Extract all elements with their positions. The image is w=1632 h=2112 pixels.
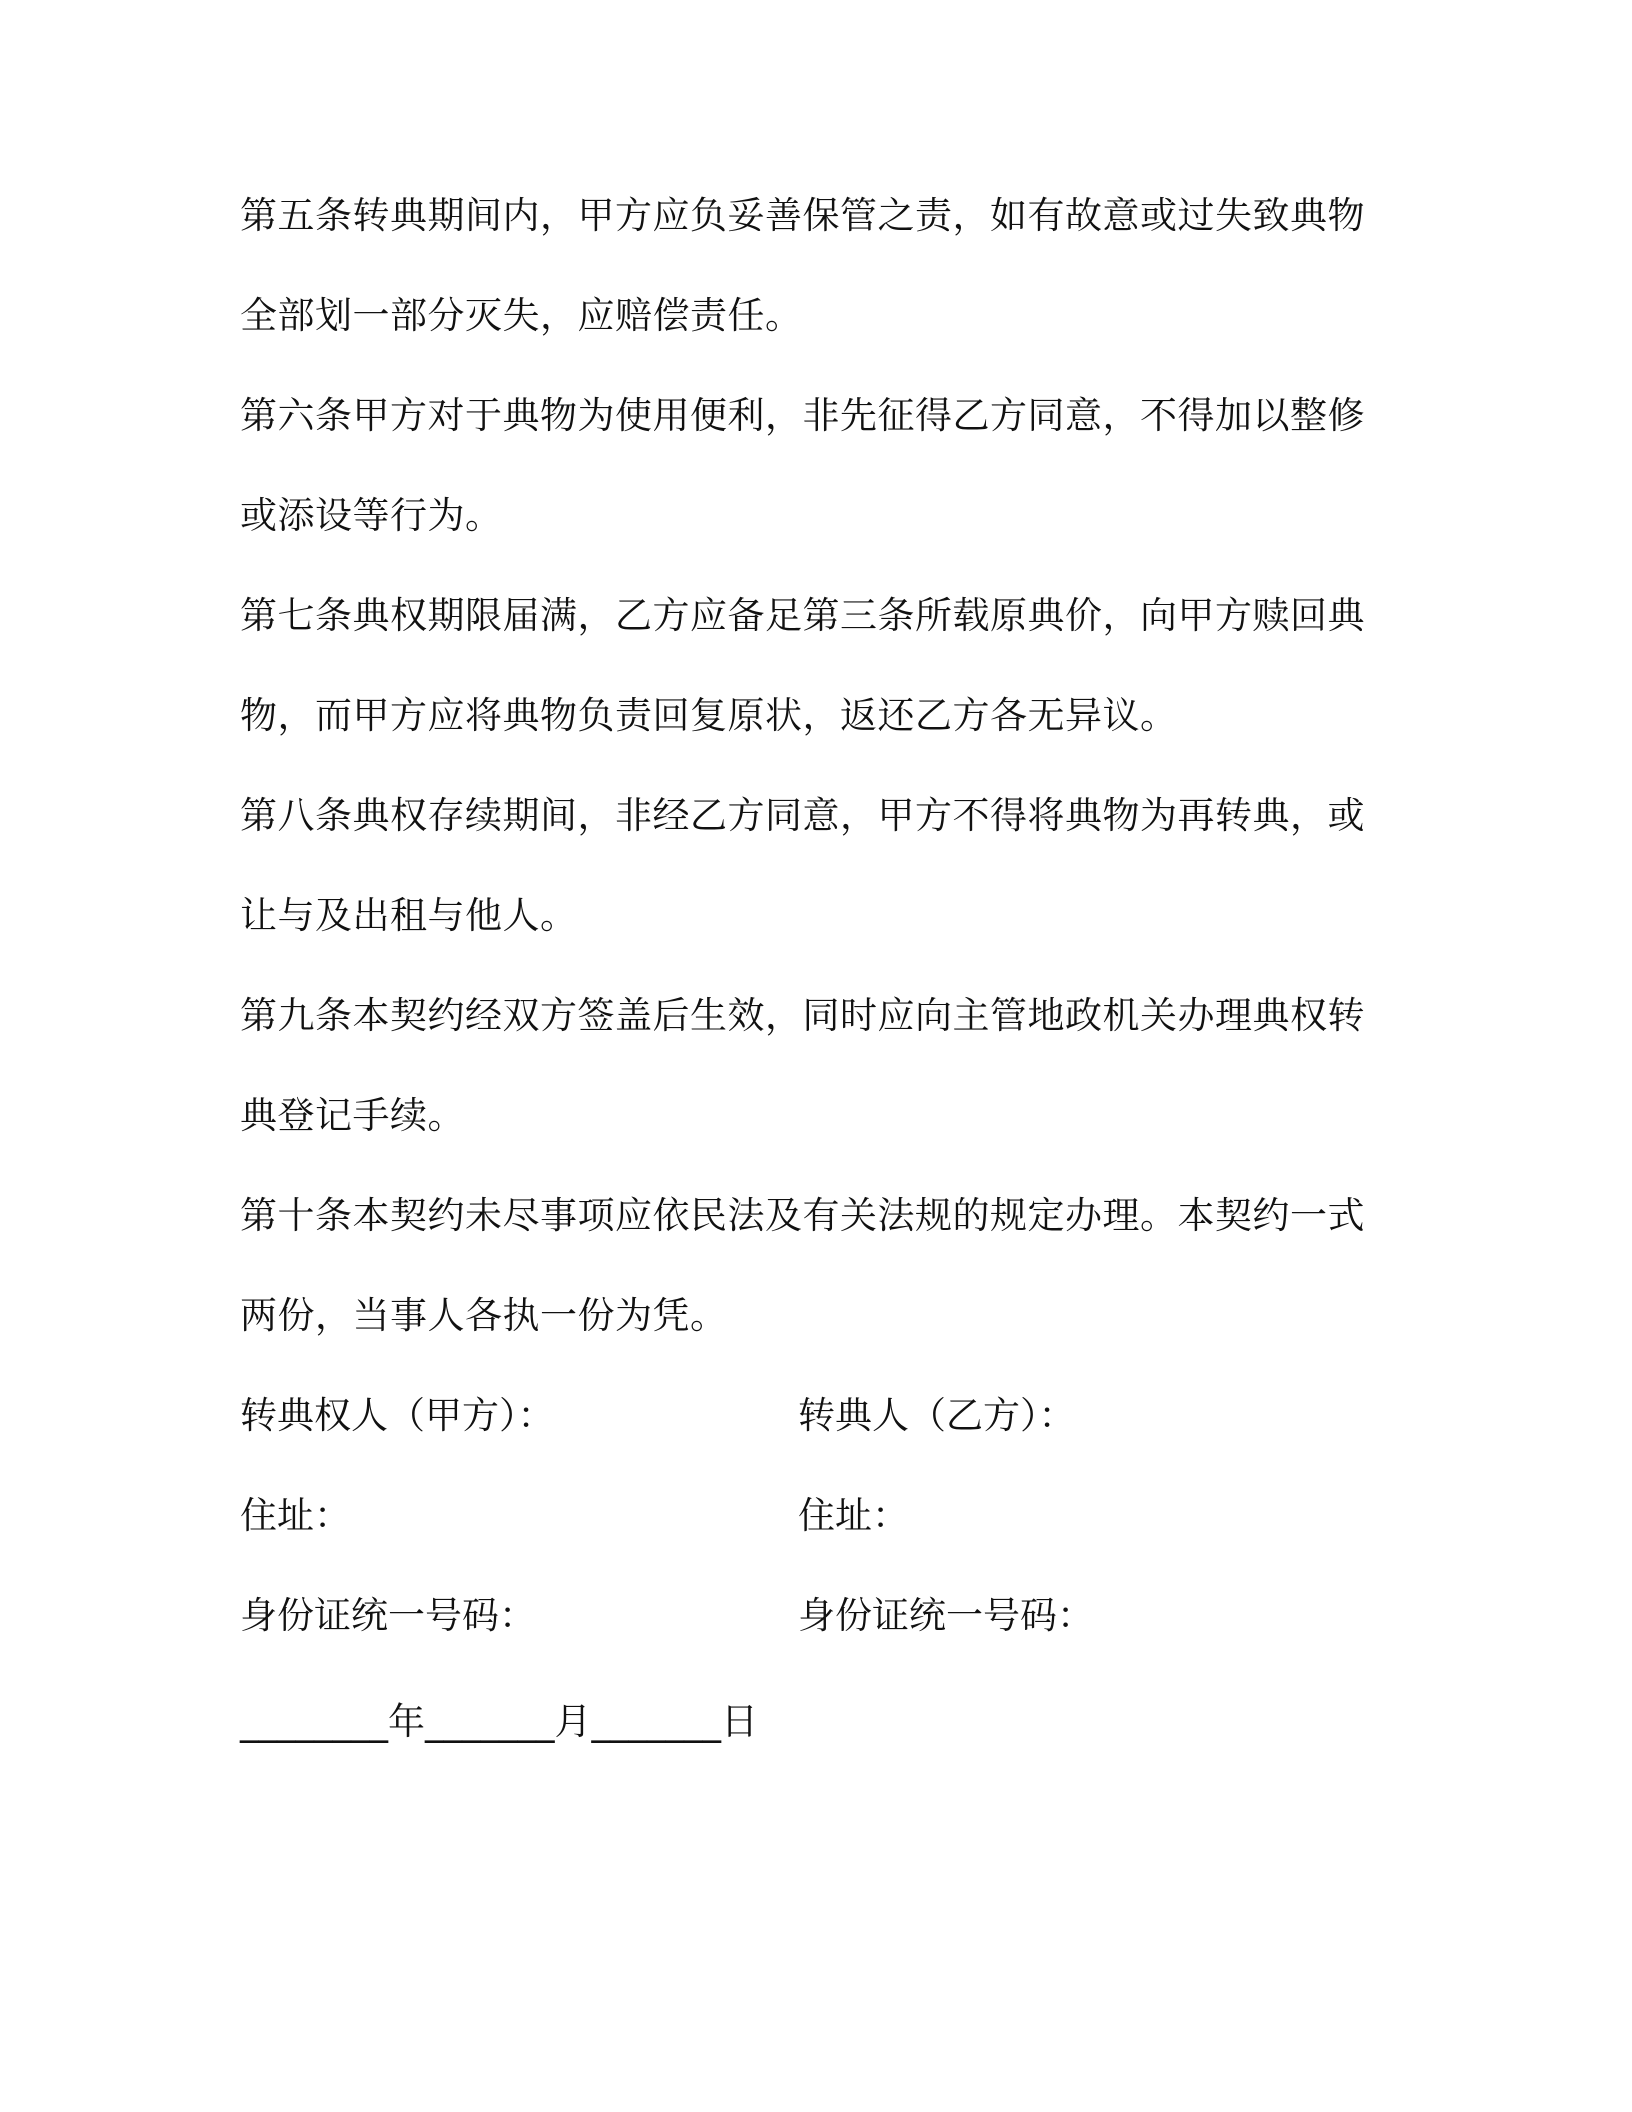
party-b-address: 住址： [798, 1494, 909, 1537]
article-7-line-2: 物，而甲方应将典物负责回复原状，返还乙方各无异议。 [240, 694, 1178, 737]
party-a-title: 转典权人（甲方）： [240, 1394, 555, 1437]
article-8-line-1: 第八条典权存续期间，非经乙方同意，甲方不得将典物为再转典，或 [240, 794, 1365, 837]
article-5-line-1: 第五条转典期间内，甲方应负妥善保管之责，如有故意或过失致典物 [240, 194, 1365, 237]
article-5-line-2: 全部划一部分灭失，应赔偿责任。 [240, 294, 803, 337]
party-b-title: 转典人（乙方）： [798, 1394, 1076, 1437]
date-line: ________年_______月_______日 [240, 1700, 758, 1743]
party-a-address: 住址： [240, 1494, 351, 1537]
article-9-line-1: 第九条本契约经双方签盖后生效，同时应向主管地政机关办理典权转 [240, 994, 1365, 1037]
article-10-line-1: 第十条本契约未尽事项应依民法及有关法规的规定办理。本契约一式 [240, 1194, 1365, 1237]
party-b-id-number: 身份证统一号码： [798, 1594, 1094, 1637]
article-6-line-2: 或添设等行为。 [240, 494, 503, 537]
article-9-line-2: 典登记手续。 [240, 1094, 465, 1137]
party-a-id-number: 身份证统一号码： [240, 1594, 536, 1637]
article-8-line-2: 让与及出租与他人。 [240, 894, 578, 937]
article-10-line-2: 两份，当事人各执一份为凭。 [240, 1294, 728, 1337]
article-7-line-1: 第七条典权期限届满，乙方应备足第三条所载原典价，向甲方赎回典 [240, 594, 1365, 637]
article-6-line-1: 第六条甲方对于典物为使用便利，非先征得乙方同意，不得加以整修 [240, 394, 1365, 437]
